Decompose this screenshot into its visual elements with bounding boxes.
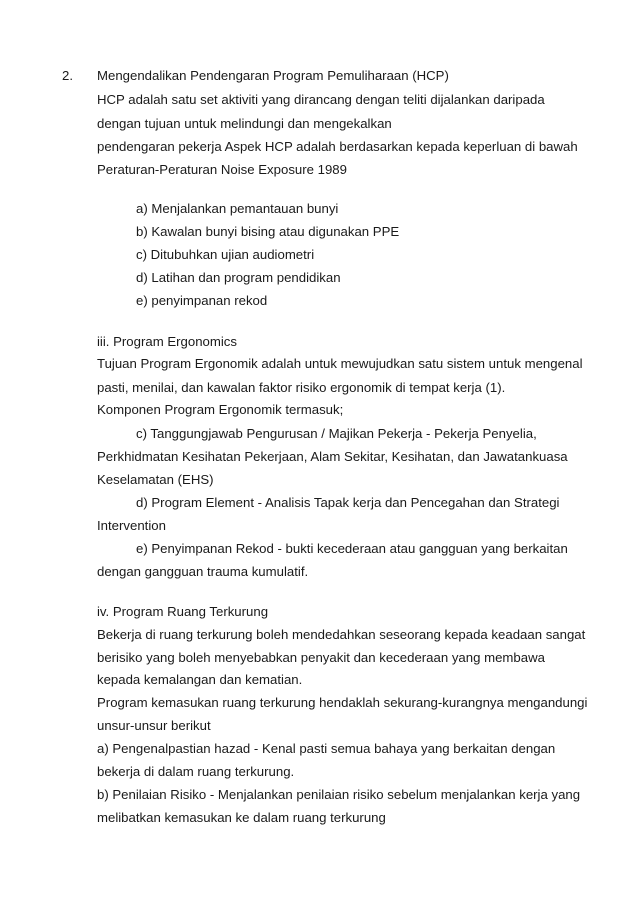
list-item: c) Tanggungjawab Pengurusan / Majikan Pekerja - Pekerja Penyelia, xyxy=(136,426,537,441)
paragraph-line: Komponen Program Ergonomik termasuk; xyxy=(97,402,344,417)
paragraph-line: HCP adalah satu set aktiviti yang dirancang dengan teliti dijalankan daripada xyxy=(97,92,545,107)
list-item: c) Ditubuhkan ujian audiometri xyxy=(136,247,315,262)
list-item: b) Kawalan bunyi bising atau digunakan PPE xyxy=(136,224,400,239)
section-heading-confined-space: iv. Program Ruang Terkurung xyxy=(97,604,269,619)
section-heading-hcp: Mengendalikan Pendengaran Program Pemuliharaan (HCP) xyxy=(97,68,449,83)
list-item: e) Penyimpanan Rekod - bukti kecederaan atau gangguan yang berkaitan xyxy=(136,541,568,556)
paragraph-line: Perkhidmatan Kesihatan Pekerjaan, Alam Sekitar, Kesihatan, dan Jawatankuasa xyxy=(97,449,568,464)
paragraph-line: b) Penilaian Risiko - Menjalankan penilaian risiko sebelum menjalankan kerja yang xyxy=(97,787,581,802)
paragraph-line: unsur-unsur berikut xyxy=(97,718,211,733)
list-item: e) penyimpanan rekod xyxy=(136,293,268,308)
paragraph-line: Keselamatan (EHS) xyxy=(97,472,214,487)
paragraph-line: Tujuan Program Ergonomik adalah untuk mewujudkan satu sistem untuk mengenal xyxy=(97,356,583,371)
paragraph-line: melibatkan kemasukan ke dalam ruang terkurung xyxy=(97,810,386,825)
paragraph-line: Intervention xyxy=(97,518,166,533)
list-item: d) Program Element - Analisis Tapak kerja dan Pencegahan dan Strategi xyxy=(136,495,560,510)
paragraph-line: Program kemasukan ruang terkurung hendaklah sekurang-kurangnya mengandungi xyxy=(97,695,588,710)
list-item: d) Latihan dan program pendidikan xyxy=(136,270,341,285)
paragraph-line: Peraturan-Peraturan Noise Exposure 1989 xyxy=(97,162,347,177)
paragraph-line: Bekerja di ruang terkurung boleh mendedahkan seseorang kepada keadaan sangat xyxy=(97,627,586,642)
paragraph-line: bekerja di dalam ruang terkurung. xyxy=(97,764,295,779)
paragraph-line: pendengaran pekerja Aspek HCP adalah berdasarkan kepada keperluan di bawah xyxy=(97,139,578,154)
section-heading-ergonomics: iii. Program Ergonomics xyxy=(97,334,237,349)
paragraph-line: berisiko yang boleh menyebabkan penyakit dan kecederaan yang membawa xyxy=(97,650,545,665)
paragraph-line: pasti, menilai, dan kawalan faktor risiko ergonomik di tempat kerja (1). xyxy=(97,380,506,395)
paragraph-line: dengan tujuan untuk melindungi dan mengekalkan xyxy=(97,116,392,131)
paragraph-line: dengan gangguan trauma kumulatif. xyxy=(97,564,309,579)
section-number: 2. xyxy=(62,68,73,83)
paragraph-line: kepada kemalangan dan kematian. xyxy=(97,672,303,687)
list-item: a) Menjalankan pemantauan bunyi xyxy=(136,201,339,216)
paragraph-line: a) Pengenalpastian hazad - Kenal pasti semua bahaya yang berkaitan dengan xyxy=(97,741,556,756)
